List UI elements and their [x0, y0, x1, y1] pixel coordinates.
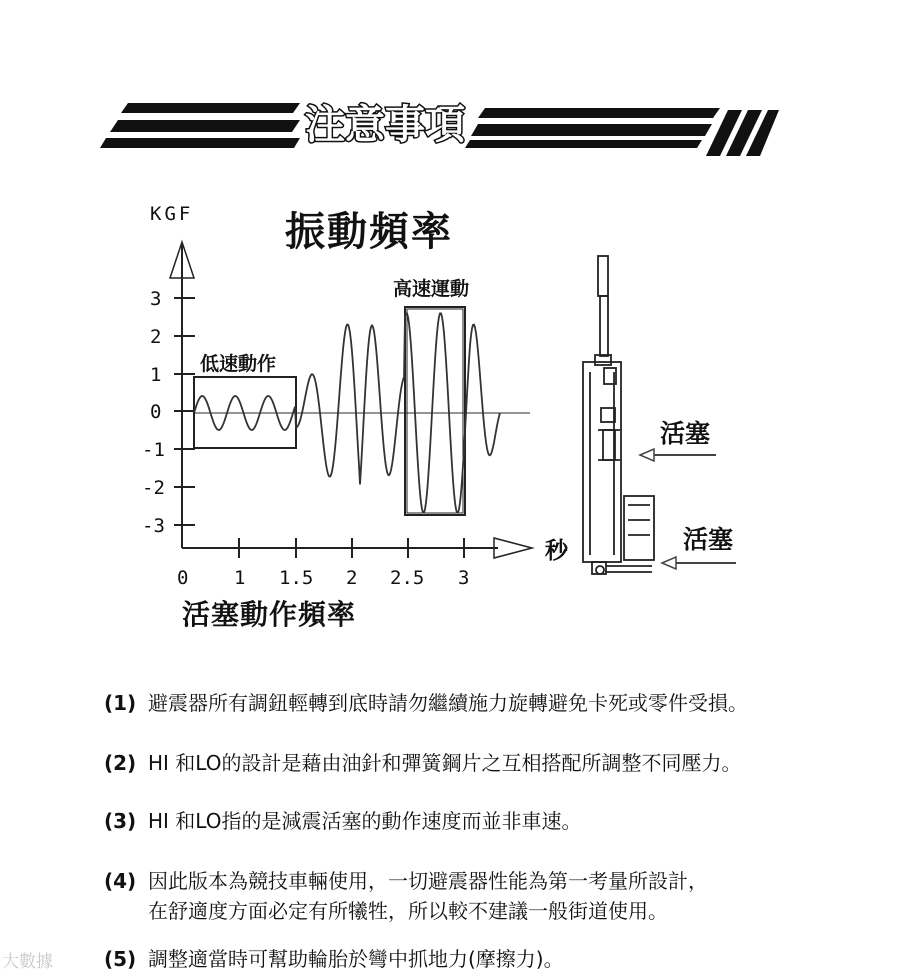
x-tick-label: 2.5 — [390, 567, 425, 589]
x-tick-label: 1 — [234, 567, 246, 589]
y-tick-label: -2 — [142, 477, 165, 499]
piston-label-top: 活塞 — [660, 419, 711, 448]
note-item — [104, 688, 748, 718]
note-text: 避震器所有調鈕輕轉到底時請勿繼續施力旋轉避免卡死或零件受損。 — [148, 691, 748, 715]
note-text: HI 和LO的設計是藉由油針和彈簧鋼片之互相搭配所調整不同壓力。 — [148, 751, 742, 775]
y-tick-label: -3 — [142, 515, 165, 537]
note-number: (2) — [104, 751, 137, 775]
low-speed-label: 低速動作 — [200, 353, 277, 375]
note-item — [104, 866, 708, 926]
x-tick-label: 2 — [346, 567, 358, 589]
note-text: HI 和LO指的是減震活塞的動作速度而並非車速。 — [148, 809, 582, 833]
x-tick-label: 3 — [458, 567, 470, 589]
note-text: 因此版本為競技車輛使用，一切避震器性能為第一考量所設計， 在舒適度方面必定有所犧牲，所以較不建議一般街道使用。 — [148, 869, 708, 923]
note-number: (1) — [104, 691, 137, 715]
shock-absorber-illustration — [583, 256, 654, 574]
note-number: (4) — [104, 869, 137, 893]
figure-title: 振動頻率 — [285, 209, 453, 255]
piston-label-bottom: 活塞 — [683, 525, 734, 554]
note-number: (5) — [104, 947, 137, 971]
y-tick-label: 3 — [150, 288, 162, 310]
x-axis-unit: 秒 — [545, 538, 568, 564]
note-number: (3) — [104, 809, 137, 833]
note-item — [104, 806, 581, 836]
y-tick-label: -1 — [142, 439, 165, 461]
banner-title: 注意事項 — [305, 102, 465, 148]
watermark: 大數據 — [2, 952, 53, 972]
y-axis-unit: KGF — [150, 203, 194, 225]
y-tick-label: 1 — [150, 364, 162, 386]
y-tick-label: 2 — [150, 326, 162, 348]
note-text: 調整適當時可幫助輪胎於彎中抓地力(摩擦力)。 — [148, 947, 564, 971]
high-speed-label: 高速運動 — [393, 278, 470, 300]
y-tick-label: 0 — [150, 401, 162, 423]
x-tick-label: 0 — [177, 567, 189, 589]
note-item — [104, 748, 741, 778]
x-axis-title: 活塞動作頻率 — [182, 598, 357, 631]
x-axis-arrow — [494, 538, 532, 558]
note-item — [104, 944, 564, 974]
x-tick-label: 1.5 — [279, 567, 314, 589]
